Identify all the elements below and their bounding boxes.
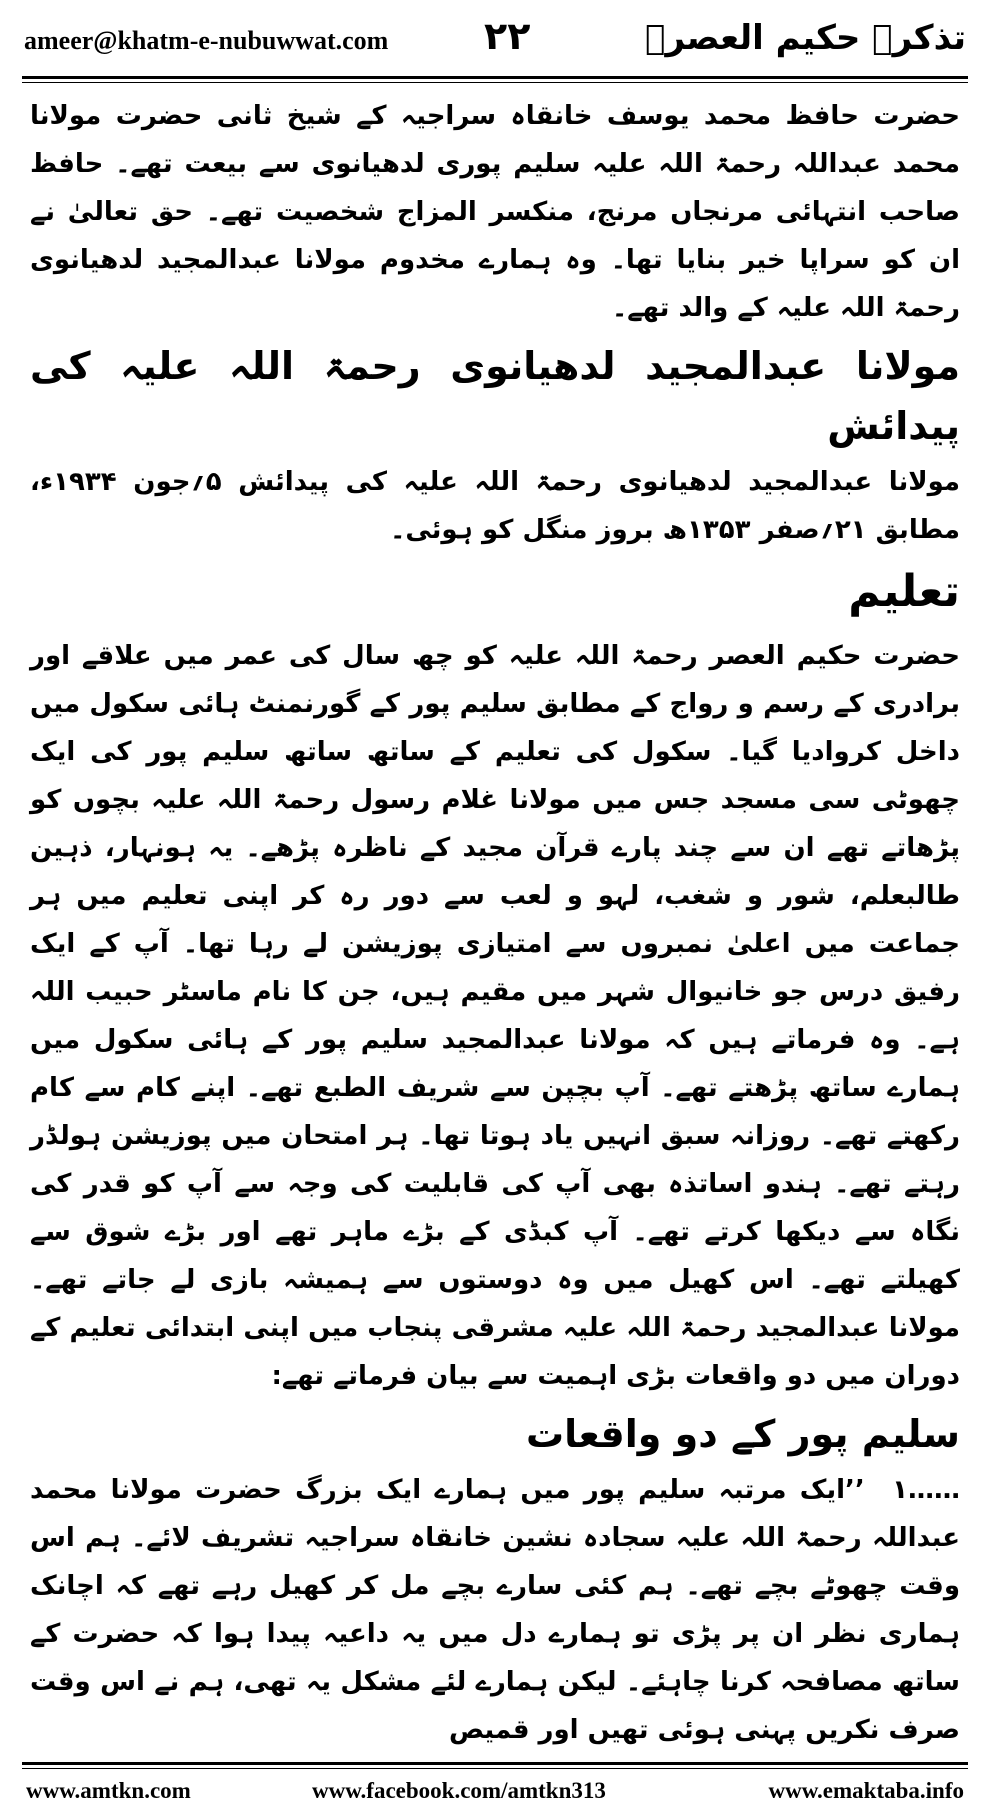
page-body xyxy=(30,92,960,1754)
header-rule xyxy=(22,76,968,79)
footer-link-amtkn[interactable]: www.amtkn.com xyxy=(26,1778,191,1803)
book-title: تذکرہ حکیم العصرؒ xyxy=(645,18,966,58)
header-email: ameer@khatm-e-nubuwwat.com xyxy=(24,26,389,55)
footer-rule-thin xyxy=(22,1768,968,1769)
page-header xyxy=(22,8,968,74)
event-number: ۱…… xyxy=(892,1475,960,1505)
intro-paragraph: حضرت حافظ محمد یوسف خانقاہ سراجیہ کے شیخ ثانی حضرت مولانا محمد عبداللہ رحمۃ اللہ علیہ سلیم پوری لدھیانوی سے بیعت تھے۔ حافظ صاحب انتہائی مرنجاں مرنج، منکسر المزاج شخصیت تھے۔ حق تعالیٰ نے ان کو سراپا خیر بنایا تھا۔ وہ ہمارے مخدوم مولانا عبدالمجید لدھیانوی رحمۃ اللہ علیہ کے والد تھے۔ xyxy=(30,101,960,323)
page-number: ۲۲ xyxy=(484,14,531,58)
events-heading: سلیم پور کے دو واقعات xyxy=(526,1412,960,1456)
birth-heading: مولانا عبدالمجید لدھیانوی رحمۃ اللہ علیہ کی پیدائش xyxy=(30,344,960,448)
footer-link-emaktaba[interactable]: www.emaktaba.info xyxy=(768,1778,964,1803)
event-paragraph xyxy=(30,1466,960,1754)
footer-rule xyxy=(22,1762,968,1765)
education-paragraph: حضرت حکیم العصر رحمۃ اللہ علیہ کو چھ سال کی عمر میں علاقے اور برادری کے رسم و رواج کے مطابق سلیم پور کے گورنمنٹ ہائی سکول میں داخل کروادیا گیا۔ سکول کی تعلیم کے ساتھ ساتھ سلیم پور کی ایک چھوٹی سی مسجد جس میں مولانا غلام رسول رحمۃ اللہ علیہ بچوں کو پڑھاتے تھے ان سے چند پارے قرآن مجید کے ناظرہ پڑھے۔ یہ ہونہار، ذہین طالبعلم، شور و شغب، لہو و لعب سے دور رہ کر اپنی تعلیم میں ہر جماعت میں اعلیٰ نمبروں سے امتیازی پوزیشن لے رہا تھا۔ آپ کے ایک رفیق درس جو خانیوال شہر میں مقیم ہیں، جن کا نام ماسٹر حبیب اللہ ہے۔ وہ فرماتے ہیں کہ مولانا عبدالمجید سلیم پور کے ہائی سکول میں ہمارے ساتھ پڑھتے تھے۔ آپ بچپن سے شریف الطبع تھے۔ اپنے کام سے کام رکھتے تھے۔ روزانہ سبق انہیں یاد ہوتا تھا۔ ہر امتحان میں پوزیشن ہولڈر رہتے تھے۔ ہندو اساتذہ بھی آپ کی قابلیت کی وجہ سے آپ کو قدر کی نگاہ سے دیکھا کرتے تھے۔ آپ کبڈی کے بڑے ماہر تھے اور بڑے شوق سے کھیلتے تھے۔ اس کھیل میں وہ دوستوں سے ہمیشہ بازی لے جاتے تھے۔ مولانا عبدالمجید رحمۃ اللہ علیہ مشرقی پنجاب میں اپنی ابتدائی تعلیم کے دوران میں دو واقعات بڑی اہمیت سے بیان فرماتے تھے: xyxy=(30,641,960,1391)
birth-paragraph: مولانا عبدالمجید لدھیانوی رحمۃ اللہ علیہ کی پیدائش ۵؍جون ۱۹۳۴ء، مطابق ۲۱؍صفر ۱۳۵۳ھ بروز منگل کو ہوئی۔ xyxy=(30,467,960,545)
event-text: ’’ایک مرتبہ سلیم پور میں ہمارے ایک بزرگ حضرت مولانا محمد عبداللہ رحمۃ اللہ علیہ سجادہ نشین خانقاہ سراجیہ تشریف لائے۔ ہم اس وقت چھوٹے بچے تھے۔ ہم کئی سارے بچے مل کر کھیل رہے تھے کہ اچانک ہماری نظر ان پر پڑی تو ہمارے دل میں یہ داعیہ پیدا ہوا کہ حضرت کے ساتھ مصافحہ کرنا چاہئے۔ لیکن ہمارے لئے مشکل یہ تھی، ہم نے اس وقت صرف نکریں پہنی ہوئی تھیں اور قمیص xyxy=(30,1475,960,1745)
page-footer xyxy=(22,1778,968,1808)
footer-link-facebook[interactable]: www.facebook.com/amtkn313 xyxy=(312,1778,606,1803)
header-rule-thin xyxy=(22,82,968,83)
education-heading: تعلیم xyxy=(848,566,960,617)
